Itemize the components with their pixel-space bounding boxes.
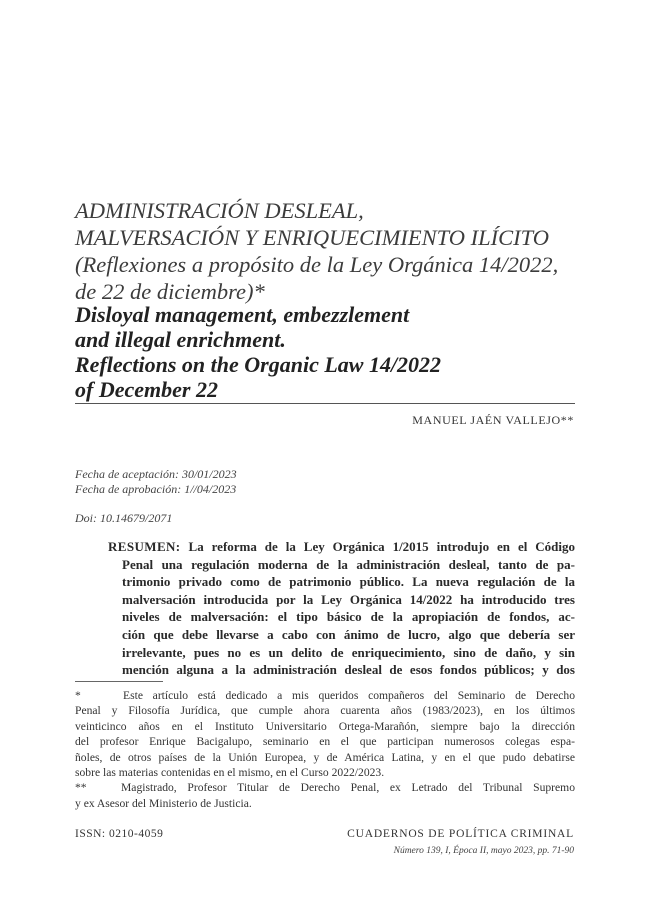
doi: Doi: 10.14679/2071 (75, 511, 173, 525)
footnote-2-first-line (75, 780, 575, 795)
abstract-text-line: trimonio privado como de patrimonio público. La nueva regulación de la (122, 574, 575, 590)
footnote-text-line: Penal y Filosofía Jurídica, que cumple ahora cuarenta años (1983/2023), en los últimos (75, 704, 575, 718)
abstract-text-line: niveles de malversación: el tipo básico de la apropiación de fondos, ac- (122, 609, 575, 625)
english-title-line: Disloyal management, embezzlement (75, 302, 410, 327)
publication-dates (75, 467, 237, 497)
abstract-text-line: Penal una regulación moderna de la administración desleal, tanto de pa- (122, 556, 575, 572)
english-title-line: and illegal enrichment. (75, 327, 286, 352)
footnote-text-line: ñoles, de otros países de la Unión Europea, y de América Latina, y en el que pudo debatirse (75, 750, 575, 764)
abstract-label: RESUMEN: (108, 539, 181, 554)
footnote-text-line: Este artículo está dedicado a mis queridos compañeros del Seminario de Derecho (123, 689, 575, 702)
footnote-text-line: Magistrado, Profesor Titular de Derecho Penal, ex Letrado del Tribunal Supremo (121, 781, 575, 795)
acceptance-date: Fecha de aceptación: 30/01/2023 (75, 467, 237, 481)
abstract-text-line: mención alguna a la administración desleal de esos fondos públicos; y dos (122, 662, 575, 678)
footnote-divider (75, 681, 163, 682)
approval-date: Fecha de aprobación: 1//04/2023 (75, 482, 237, 496)
footnote-marker: * (75, 689, 81, 702)
footnotes (75, 688, 575, 811)
footnote-marker: ** (75, 781, 87, 795)
english-title-line: of December 22 (75, 377, 218, 402)
issue-info: Número 139, I, Época II, mayo 2023, pp. 71-90 (393, 846, 574, 856)
title-divider (75, 403, 575, 404)
abstract-text-line: irrelevante, pues no es un delito de enriquecimiento, sino de daño, y sin (122, 644, 575, 660)
journal-name: CUADERNOS DE POLÍTICA CRIMINAL (347, 828, 574, 840)
spanish-title-line: ADMINISTRACIÓN DESLEAL, (75, 198, 364, 223)
spanish-title-line: de 22 de diciembre)* (75, 279, 265, 304)
spanish-title (75, 197, 595, 305)
abstract-text-line: La reforma de la Ley Orgánica 1/2015 introdujo en el Código (188, 539, 575, 554)
issn: ISSN: 0210-4059 (75, 828, 164, 840)
abstract (108, 538, 575, 679)
author-name: MANUEL JAÉN VALLEJO** (412, 413, 574, 427)
footnote-text-line: del profesor Enrique Bacigalupo, seminario en el que participan numerosos colegas espa- (75, 735, 575, 749)
footnote-text-line: veinticinco años en el Instituto Universitario Ortega-Marañón, siempre bajo la dirección (75, 719, 575, 733)
footnote-text-line: sobre las materias contenidas en el mismo, en el Curso 2022/2023. (75, 765, 385, 779)
spanish-title-line: (Reflexiones a propósito de la Ley Orgánica 14/2022, (75, 252, 559, 277)
english-title (75, 302, 595, 402)
spanish-title-line: MALVERSACIÓN Y ENRIQUECIMIENTO ILÍCITO (75, 225, 549, 250)
abstract-first-line (108, 538, 575, 556)
abstract-text-line: malversación introducida por la Ley Orgánica 14/2022 ha introducido tres (122, 591, 575, 607)
footnote-1-first-line (75, 688, 575, 703)
english-title-line: Reflections on the Organic Law 14/2022 (75, 352, 442, 377)
footnote-text-line: y ex Asesor del Ministerio de Justicia. (75, 796, 252, 810)
abstract-text-line: ción que debe llevarse a cabo con ánimo de lucro, algo que debería ser (122, 626, 575, 642)
